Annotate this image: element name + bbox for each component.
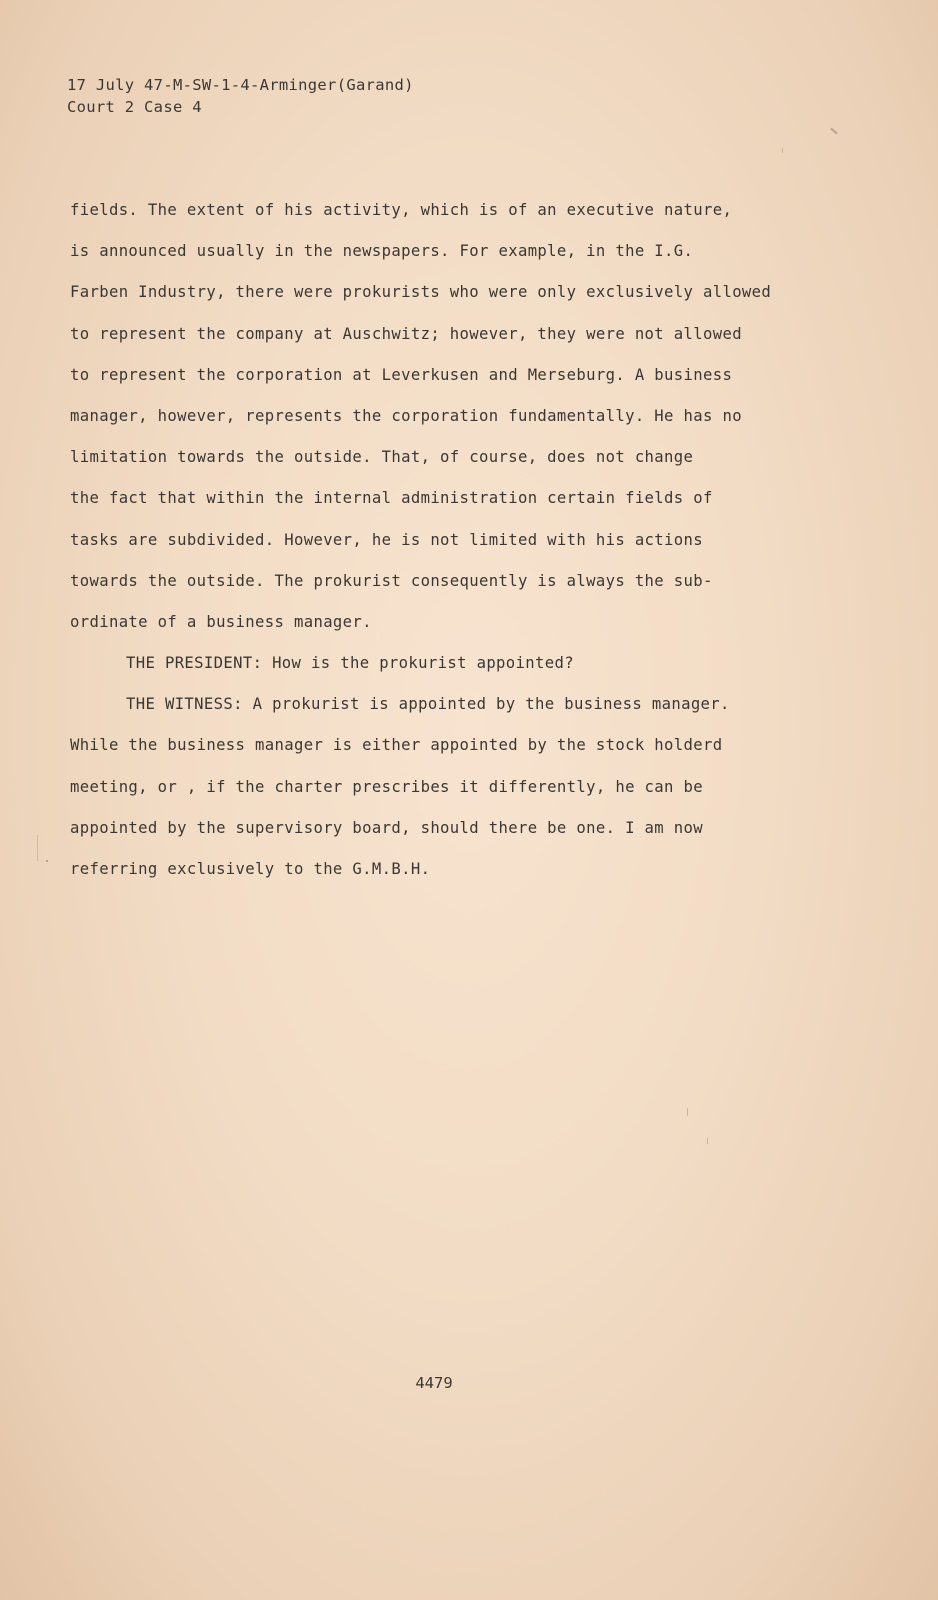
page-number: 4479 <box>415 1374 453 1392</box>
transcript-line: the fact that within the internal administration certain fields of <box>70 489 713 508</box>
paper-speck <box>687 1108 688 1116</box>
header-court-case-line: Court 2 Case 4 <box>67 98 202 116</box>
header-reference-line: 17 July 47-M-SW-1-4-Arminger(Garand) <box>67 76 414 94</box>
president-question-line: THE PRESIDENT: How is the prokurist appointed? <box>126 654 574 673</box>
transcript-line: appointed by the supervisory board, should there be one. I am now <box>70 818 703 837</box>
witness-answer-line: THE WITNESS: A prokurist is appointed by the business manager. <box>126 695 730 714</box>
transcript-line: fields. The extent of his activity, which is of an executive nature, <box>70 201 733 219</box>
paper-speck <box>46 860 48 862</box>
transcript-line: tasks are subdivided. However, he is not limited with his actions <box>70 530 703 549</box>
transcript-line: limitation towards the outside. That, of course, does not change <box>70 448 694 467</box>
transcript-line: Farben Industry, there were prokurists who were only exclusively allowed <box>70 283 772 302</box>
transcript-line: is announced usually in the newspapers. For example, in the I.G. <box>70 242 694 261</box>
paper-speck <box>782 148 783 153</box>
transcript-line: manager, however, represents the corporation fundamentally. He has no <box>70 406 742 425</box>
paper-speck <box>830 128 837 135</box>
transcript-line: to represent the company at Auschwitz; however, they were not allowed <box>70 324 742 343</box>
transcript-body <box>70 190 870 890</box>
transcript-line: While the business manager is either appointed by the stock holderd <box>70 736 723 755</box>
paper-speck <box>707 1138 708 1144</box>
transcript-line: to represent the corporation at Leverkusen and Merseburg. A business <box>70 365 733 384</box>
document-header <box>67 74 414 118</box>
transcript-line: meeting, or , if the charter prescribes it differently, he can be <box>70 777 703 796</box>
transcript-line: ordinate of a business manager. <box>70 612 372 631</box>
paper-speck <box>37 835 38 861</box>
transcript-line: referring exclusively to the G.M.B.H. <box>70 860 431 878</box>
transcript-line: towards the outside. The prokurist consequently is always the sub- <box>70 571 713 590</box>
